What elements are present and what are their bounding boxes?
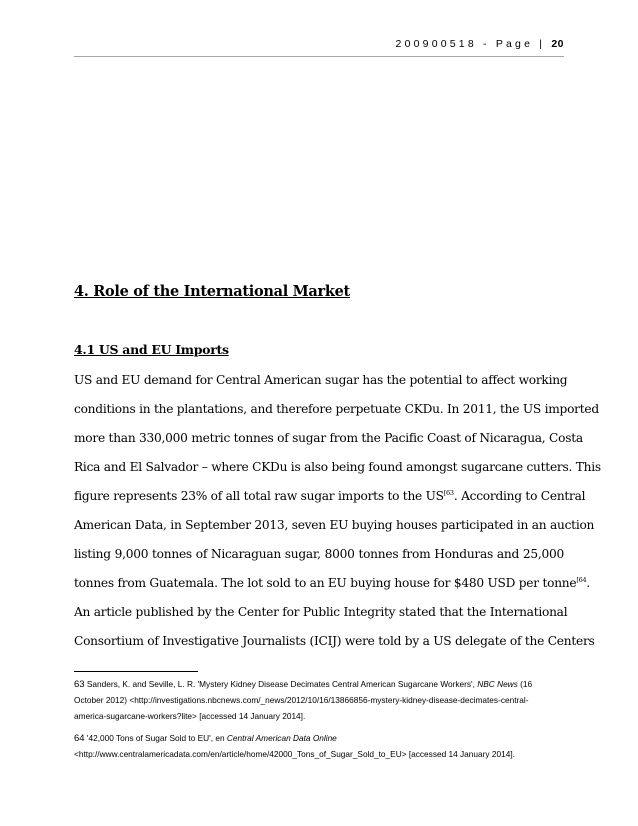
section-heading: 4. Role of the International Market [74, 283, 350, 300]
footnote-63-url[interactable]: October 2012) <http://investigations.nbcnews.com/_news/2012/10/16/13866856-mystery-kidney-disease-decimates-central- [74, 695, 529, 705]
header-divider [74, 56, 564, 57]
footnote-separator [74, 671, 198, 672]
footnote-ref-63[interactable]: [63 [443, 489, 454, 497]
body-line: American Data, in September 2013, seven EU buying houses participated in an auction [74, 518, 595, 532]
body-text: . [586, 576, 591, 590]
footnote-text: (16 [517, 679, 533, 689]
footnote-63-line [74, 676, 564, 692]
footnote-text: '42,000 Tons of Sugar Sold to EU', en [84, 733, 227, 743]
footnote-text: Sanders, K. and Seville, L. R. 'Mystery Kidney Disease Decimates Central American Sugarcane Workers', [84, 679, 478, 689]
body-text: figure represents 23% of all total raw sugar imports to the US [74, 489, 444, 503]
body-line: Consortium of Investigative Journalists (ICIJ) were told by a US delegate of the Centers [74, 634, 595, 648]
footnote-64-url[interactable]: <http://www.centralamericadata.com/en/article/home/42000_Tons_of_Sugar_Sold_to_EU> [accessed 14 January 2014]. [74, 749, 515, 759]
body-line: US and EU demand for Central American sugar has the potential to affect working [74, 373, 568, 387]
body-text: . According to Central [453, 489, 586, 503]
body-line: An article published by the Center for Public Integrity stated that the International [74, 605, 568, 619]
body-line [74, 482, 586, 511]
footnote-ref-64[interactable]: [64 [576, 576, 587, 584]
footnote-64-line [74, 730, 564, 746]
header-doc-id: 200900518 - Page | [395, 38, 546, 50]
header-page-number: 20 [551, 38, 564, 50]
subsection-heading: 4.1 US and EU Imports [74, 342, 229, 357]
body-line: more than 330,000 metric tonnes of sugar from the Pacific Coast of Nicaragua, Costa [74, 431, 583, 445]
footnotes [74, 676, 564, 762]
body-paragraph [74, 366, 601, 656]
footnote-63-line: america-sugarcane-workers?lite> [accessed 14 January 2014]. [74, 711, 306, 721]
footnote-source: NBC News [477, 679, 518, 689]
body-line: listing 9,000 tonnes of Nicaraguan sugar, 8000 tonnes from Honduras and 25,000 [74, 547, 564, 561]
footnote-number: 64 [74, 733, 85, 744]
body-line: Rica and El Salvador – where CKDu is also being found amongst sugarcane cutters. This [74, 460, 601, 474]
page-header [74, 38, 564, 50]
body-text: tonnes from Guatemala. The lot sold to an EU buying house for $480 USD per tonne [74, 576, 577, 590]
body-line: conditions in the plantations, and therefore perpetuate CKDu. In 2011, the US imported [74, 402, 599, 416]
body-line [74, 569, 591, 598]
footnote-number: 63 [74, 679, 85, 690]
footnote-source: Central American Data Online [226, 733, 337, 743]
